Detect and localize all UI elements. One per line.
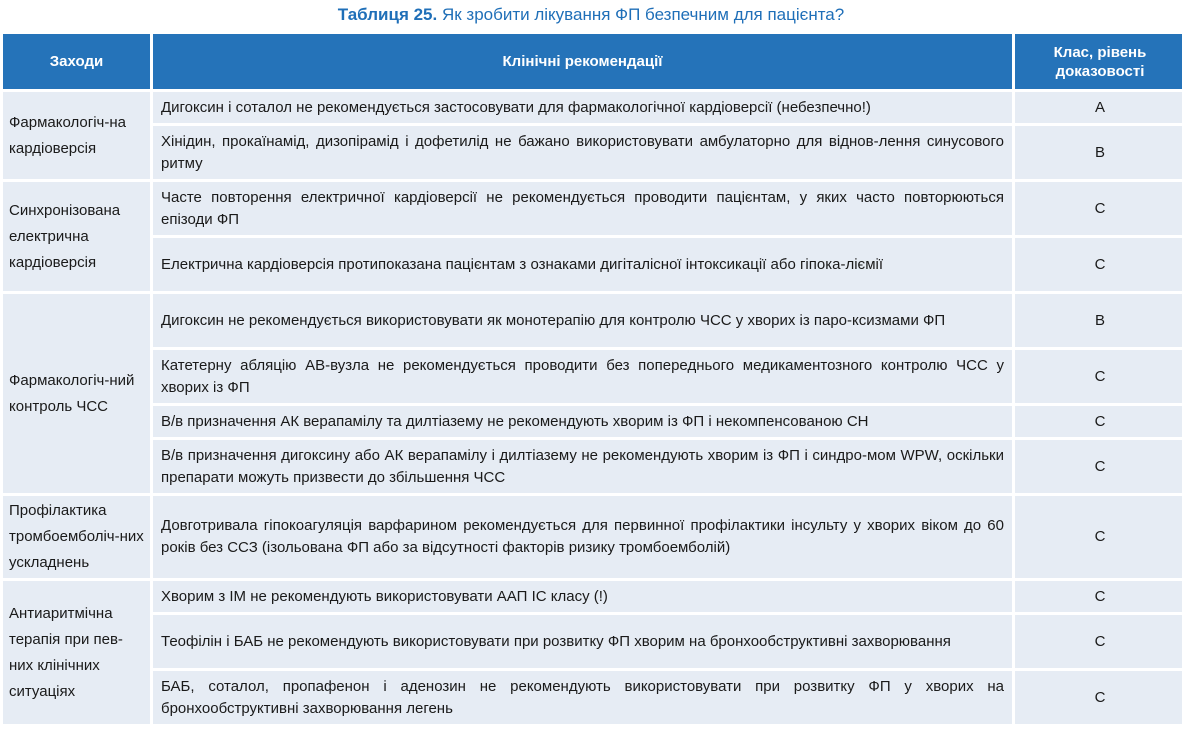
table-row bbox=[3, 92, 1182, 123]
evidence-cell: C bbox=[1015, 496, 1182, 578]
recommendation-cell: Теофілін і БАБ не рекомендують використовувати при розвитку ФП хворим на бронхообструктивні захворювання bbox=[153, 615, 1012, 668]
evidence-cell: B bbox=[1015, 126, 1182, 179]
evidence-cell: C bbox=[1015, 671, 1182, 724]
evidence-cell: C bbox=[1015, 440, 1182, 493]
recommendations-table bbox=[0, 31, 1182, 727]
evidence-cell: A bbox=[1015, 92, 1182, 123]
measure-cell: Фармакологіч-ний контроль ЧСС bbox=[3, 294, 150, 493]
table-row bbox=[3, 126, 1182, 179]
evidence-cell: C bbox=[1015, 350, 1182, 403]
recommendation-cell: Хворим з ІМ не рекомендують використовувати ААП IC класу (!) bbox=[153, 581, 1012, 612]
header-recommendations: Клінічні рекомендації bbox=[153, 34, 1012, 89]
table-row bbox=[3, 182, 1182, 235]
recommendation-cell: Часте повторення електричної кардіоверсії не рекомендується проводити пацієнтам, у яких часто повторюються епізоди ФП bbox=[153, 182, 1012, 235]
recommendation-cell: Катетерну абляцію АВ-вузла не рекомендується проводити без попереднього медикаментозного контролю ЧСС у хворих із ФП bbox=[153, 350, 1012, 403]
table-row bbox=[3, 294, 1182, 347]
evidence-cell: C bbox=[1015, 615, 1182, 668]
table-title: Як зробити лікування ФП безпечним для пацієнта? bbox=[441, 5, 845, 24]
measure-cell: Антиаритмічна терапія при пев-них клінічних ситуаціях bbox=[3, 581, 150, 724]
table-row bbox=[3, 496, 1182, 578]
header-measures: Заходи bbox=[3, 34, 150, 89]
table-row bbox=[3, 238, 1182, 291]
recommendation-cell: Дигоксин і соталол не рекомендується застосовувати для фармакологічної кардіоверсії (небезпечно!) bbox=[153, 92, 1012, 123]
recommendation-cell: Довготривала гіпокоагуляція варфарином рекомендується для первинної профілактики інсульту у хворих віком до 60 років без ССЗ (ізольована ФП або за відсутності факторів ризику тромбоемболій) bbox=[153, 496, 1012, 578]
table-row bbox=[3, 350, 1182, 403]
evidence-cell: B bbox=[1015, 294, 1182, 347]
recommendation-cell: В/в призначення АК верапамілу та дилтіазему не рекомендують хворим із ФП і некомпенсованою СН bbox=[153, 406, 1012, 437]
recommendation-cell: Дигоксин не рекомендується використовувати як монотерапію для контролю ЧСС у хворих із паро-ксизмами ФП bbox=[153, 294, 1012, 347]
evidence-cell: C bbox=[1015, 406, 1182, 437]
table-number: Таблиця 25. bbox=[337, 5, 438, 24]
table-row bbox=[3, 581, 1182, 612]
recommendation-cell: БАБ, соталол, пропафенон і аденозин не рекомендують використовувати при розвитку ФП у хворих на бронхообструктивні захворювання легень bbox=[153, 671, 1012, 724]
recommendation-cell: Електрична кардіоверсія протипоказана пацієнтам з ознаками дигіталісної інтоксикації або гіпока-ліємії bbox=[153, 238, 1012, 291]
table-row bbox=[3, 615, 1182, 668]
recommendation-cell: Хінідин, прокаїнамід, дизопірамід і дофетилід не бажано використовувати амбулаторно для віднов-лення синусового ритму bbox=[153, 126, 1012, 179]
table-row bbox=[3, 406, 1182, 437]
table-row bbox=[3, 440, 1182, 493]
measure-cell: Фармакологіч-на кардіоверсія bbox=[3, 92, 150, 179]
header-evidence: Клас, рівень доказовості bbox=[1015, 34, 1182, 89]
evidence-cell: C bbox=[1015, 581, 1182, 612]
evidence-cell: C bbox=[1015, 182, 1182, 235]
table-row bbox=[3, 671, 1182, 724]
table-caption bbox=[0, 0, 1182, 34]
measure-cell: Профілактика тромбоемболіч-них ускладнень bbox=[3, 496, 150, 578]
measure-cell: Синхронізована електрична кардіоверсія bbox=[3, 182, 150, 291]
evidence-cell: C bbox=[1015, 238, 1182, 291]
recommendation-cell: В/в призначення дигоксину або АК верапамілу і дилтіазему не рекомендують хворим із ФП і синдро-мом WPW, оскільки препарати можуть призвести до збільшення ЧСС bbox=[153, 440, 1012, 493]
header-row bbox=[3, 34, 1182, 89]
